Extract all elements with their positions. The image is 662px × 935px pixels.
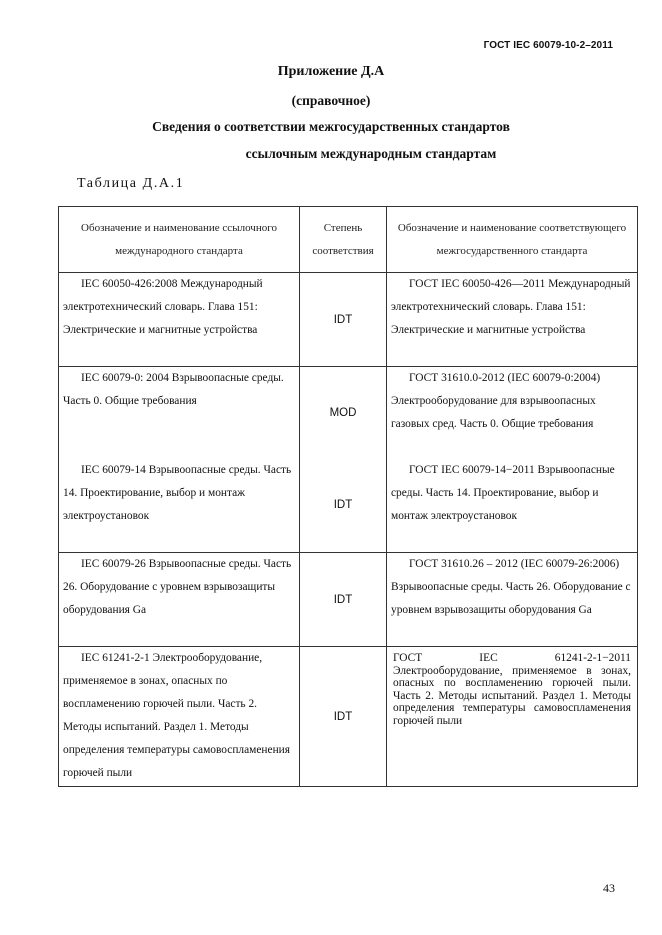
appendix-title: Приложение Д.А	[277, 64, 385, 79]
page-number: 43	[603, 881, 615, 895]
appendix-type: (справочное)	[291, 93, 371, 108]
conformity-value: IDT	[333, 499, 353, 511]
intl-standard-text: IEC 60079-26 Взрывоопасные среды. Часть 26. Оборудование с уровнем взрывозащиты оборудования Ga	[63, 558, 292, 616]
table-header-row	[59, 207, 638, 273]
table-row-group	[59, 367, 638, 553]
interstate-standard-cell	[387, 647, 638, 787]
conformity-cell	[300, 367, 387, 553]
interstate-standard-text: ГОСТ IEC 60079-14−2011 Взрывоопасные среды. Часть 14. Проектирование, выбор и монтаж электроустановок	[391, 464, 615, 522]
interstate-standard-cell	[387, 367, 638, 553]
header-interstate-standard	[387, 207, 638, 273]
table-caption: Таблица Д.А.1	[77, 176, 185, 191]
intl-standard-cell	[59, 367, 300, 553]
document-code: ГОСТ IEC 60079-10-2–2011	[483, 40, 613, 51]
intl-standard-cell	[59, 273, 300, 367]
section-title-line-2: ссылочным международным стандартам	[245, 146, 497, 161]
header-conformity-degree	[300, 207, 387, 273]
interstate-standard-text: ГОСТ IEC 60050-426—2011 Международный электротехнический словарь. Глава 151: Электрические и магнитные устройства	[391, 278, 631, 336]
correspondence-table	[58, 206, 638, 787]
intl-standard-text: IEC 60079-0: 2004 Взрывоопасные среды. Часть 0. Общие требования	[63, 372, 284, 407]
header-international-standard	[59, 207, 300, 273]
table-row	[59, 647, 638, 787]
conformity-value: MOD	[329, 407, 357, 419]
interstate-standard-text: ГОСТ IEC 61241-2-1−2011 Электрооборудование, применяемое в зонах, опасных по воспламенению горючей пыли. Часть 2. Методы испытаний. Раздел 1. Методы определения температуры самовоспламенения горючей пыли	[393, 652, 631, 727]
intl-standard-cell	[59, 553, 300, 647]
intl-standard-text: IEC 60050-426:2008 Международный электротехнический словарь. Глава 151: Электрические и магнитные устройства	[63, 278, 263, 336]
interstate-standard-text: ГОСТ 31610.0-2012 (IEC 60079-0:2004) Электрооборудование для взрывоопасных газовых сред. Часть 0. Общие требования	[391, 372, 601, 430]
table-row	[59, 553, 638, 647]
conformity-cell	[300, 553, 387, 647]
header-col1-label: Обозначение и наименование ссылочного международного стандарта	[81, 221, 277, 257]
conformity-cell	[300, 647, 387, 787]
conformity-value: IDT	[333, 593, 353, 606]
intl-standard-text: IEC 61241-2-1 Электрооборудование, применяемое в зонах, опасных по воспламенению горючей пыли. Часть 2. Методы испытаний. Раздел 1. Методы определения температуры самовоспламенения горючей пыли	[63, 652, 291, 779]
conformity-cell	[300, 273, 387, 367]
conformity-value: IDT	[333, 313, 353, 326]
interstate-standard-cell	[387, 553, 638, 647]
table-row	[59, 273, 638, 367]
interstate-standard-cell	[387, 273, 638, 367]
interstate-standard-text: ГОСТ 31610.26 – 2012 (IEC 60079-26:2006) Взрывоопасные среды. Часть 26. Оборудование с уровнем взрывозащиты оборудования Ga	[391, 558, 631, 616]
header-col3-label: Обозначение и наименование соответствующего межгосударственного стандарта	[397, 221, 627, 257]
header-col2-label: Степень соответствия	[312, 221, 374, 257]
intl-standard-text: IEC 60079-14 Взрывоопасные среды. Часть 14. Проектирование, выбор и монтаж электроустановок	[63, 464, 292, 522]
conformity-value: IDT	[333, 710, 353, 723]
section-title-line-1: Сведения о соответствии межгосударственных стандартов	[152, 119, 510, 134]
intl-standard-cell	[59, 647, 300, 787]
